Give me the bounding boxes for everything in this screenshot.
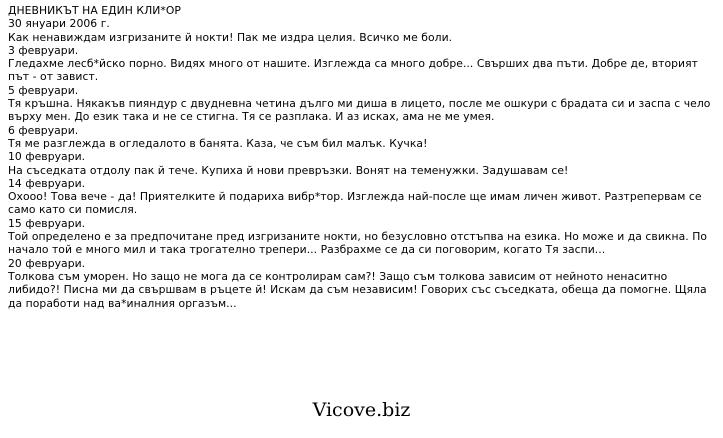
site-watermark: Vicove.biz [312, 399, 411, 421]
entry-date: 3 февруари. [8, 43, 79, 57]
entry-date: 5 февруари. [8, 83, 79, 97]
entry-text: Той определено е за предпочитане пред изгризаните нокти, но безусловно отстъпва на езика. Но може и да свикна. По начало той е много мил и така трогателно трепери... Разбрахме се да си поговорим, когато Тя заспи... [8, 230, 708, 257]
entry-text: Как ненавиждам изгризаните й нокти! Пак ме издра целия. Всичко ме боли. [8, 30, 453, 44]
entry-text: Охооо! Това вече - да! Приятелките й подариха вибр*тор. Изглежда най-после ще имам личен живот. Разтрепервам се само като си помисля. [8, 190, 702, 217]
entry-date: 20 февруари. [8, 256, 86, 270]
entry-date: 6 февруари. [8, 123, 79, 137]
entry-text: Тя кръшна. Някакъв пияндур с двудневна четина дълго ми диша в лицето, после ме ошкури с брадата си и заспа с чело върху мен. До език така и не се стигна. Тя се разплака. И аз исках, ама не ме умея. [8, 97, 711, 124]
entry-date: 14 февруари. [8, 176, 86, 190]
document-body [8, 4, 713, 310]
entry-text: Гледахме лесб*йско порно. Видях много от нашите. Изглежда са много добре... Свърших два пъти. Добре де, вторият път - от завист. [8, 57, 698, 84]
entry-date: 10 февруари. [8, 150, 86, 164]
entry-date: 15 февруари. [8, 216, 86, 230]
document-title: ДНЕВНИКЪТ НА ЕДИН КЛИ*ОР [8, 4, 181, 17]
entry-text: Толкова съм уморен. Но защо не мога да се контролирам сам?! Защо съм толкова зависим от нейното ненаситно либидо?! Писна ми да свършвам в ръцете й! Искам да съм независим! Говорих със съседката, обеща да помогне. Щяла да поработи над ва*иналния оргазъм... [8, 269, 707, 310]
entry-date: 30 януари 2006 г. [8, 17, 110, 31]
entry-text: Тя ме разглежда в огледалото в банята. Каза, че съм бил малък. Кучка! [8, 136, 428, 150]
entry-text: На съседката отдолу пак й тече. Купиха й нови превръзки. Вонят на теменужки. Задушавам се! [8, 163, 569, 177]
